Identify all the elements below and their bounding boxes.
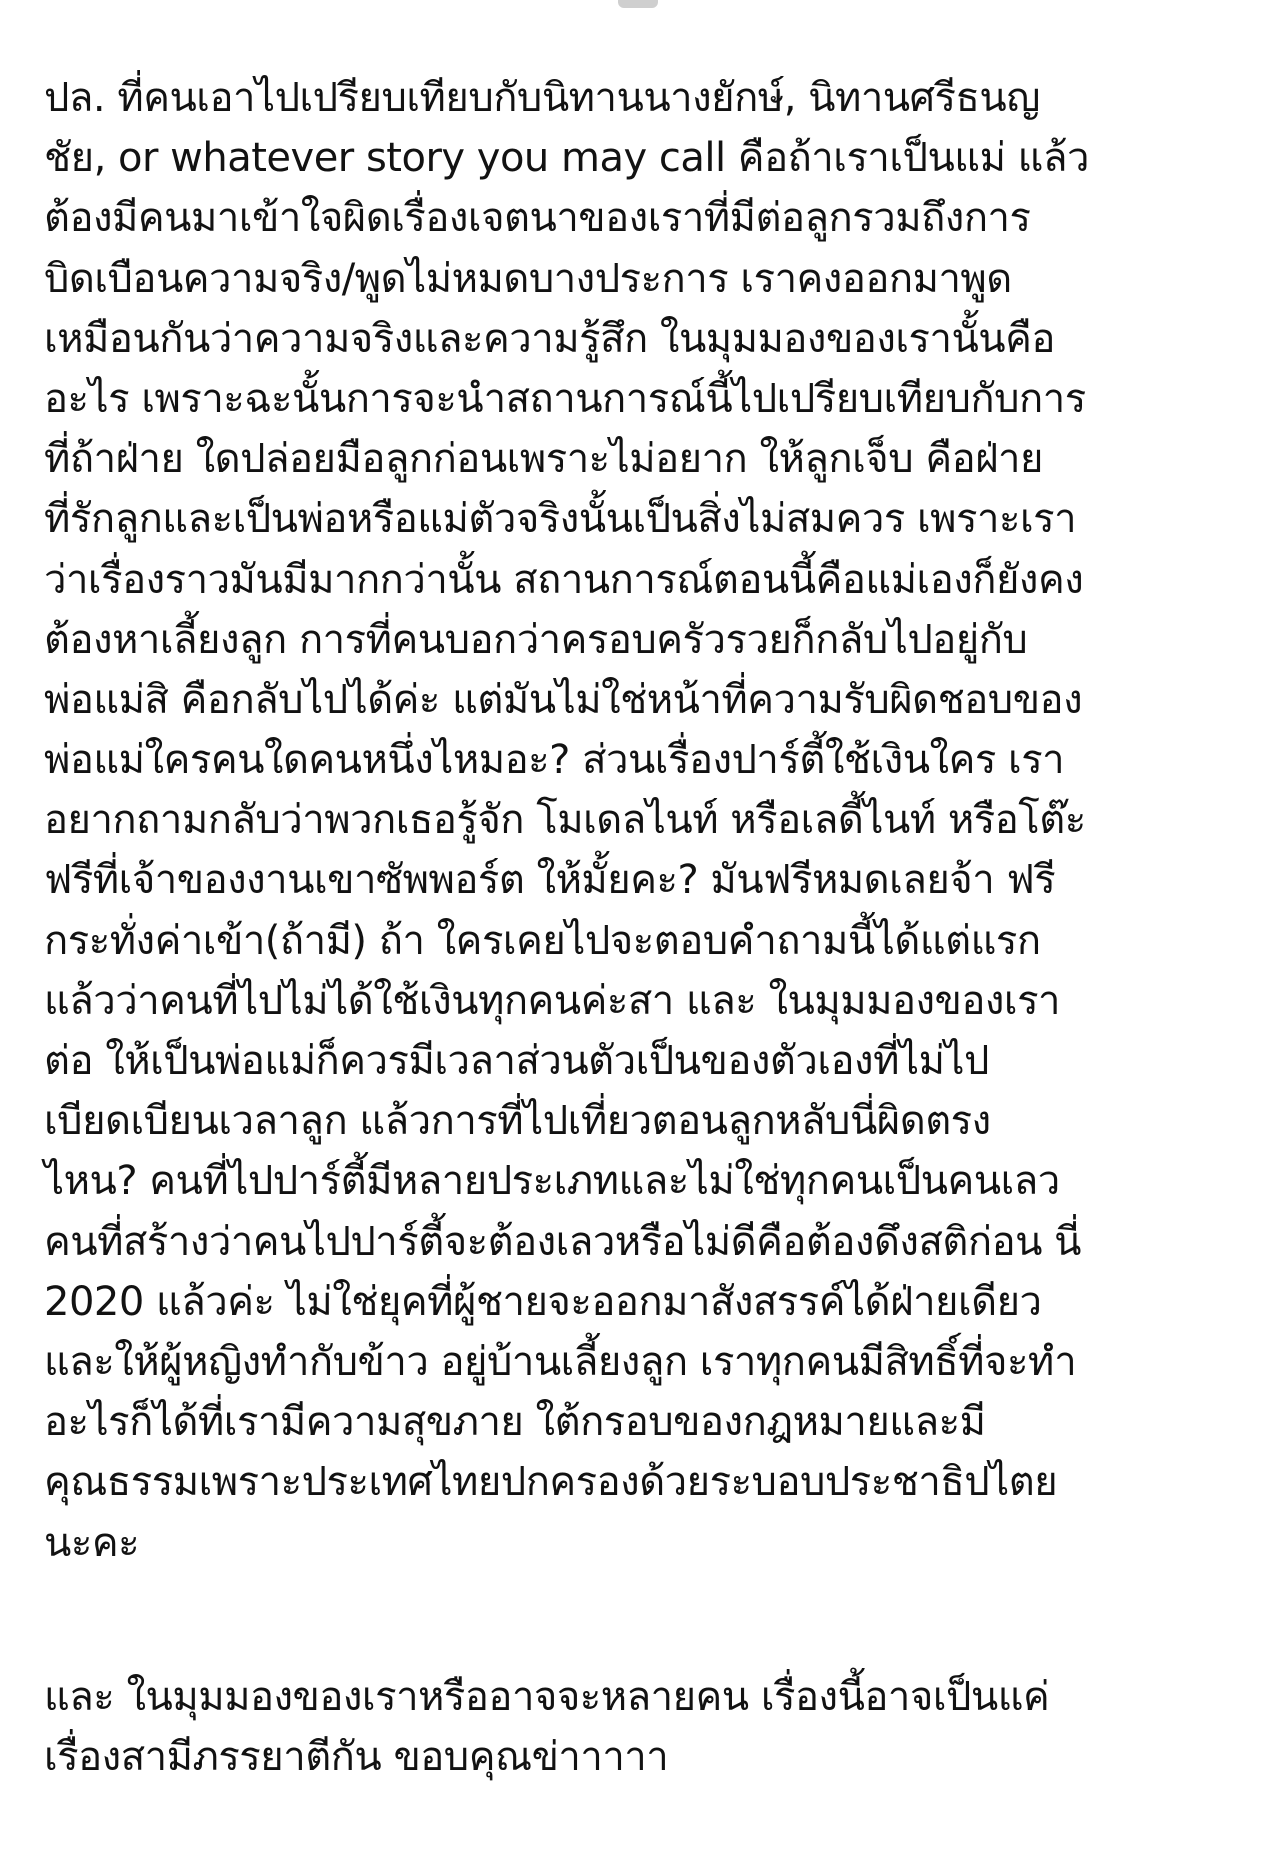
text-line: ต้องมีคนมาเข้าใจผิดเรื่องเจตนาของเราที่มีต่อลูกรวมถึงการ	[44, 195, 1031, 242]
text-line: ต่อ ให้เป็นพ่อแม่ก็ควรมีเวลาส่วนตัวเป็นของตัวเองที่ไม่ไป	[44, 1038, 989, 1084]
text-line: แล้วว่าคนที่ไปไม่ได้ใช้เงินทุกคนค่ะสา และ ในมุมมองของเรา	[44, 977, 1061, 1024]
text-line: นะคะ	[44, 1519, 140, 1566]
paragraph-spacer	[44, 1573, 1244, 1667]
text-line: ว่าเรื่องราวมันมีมากกว่านั้น สถานการณ์ตอนนี้คือแม่เองก็ยังคง	[44, 556, 1084, 603]
text-line: บิดเบือนความจริง/พูดไม่หมดบางประการ เราคงออกมาพูด	[44, 255, 1012, 302]
paragraph-1	[44, 68, 1244, 1573]
text-line: พ่อแม่สิ คือกลับไปได้ค่ะ แต่มันไม่ใช่หน้าที่ความรับผิดชอบของ	[44, 676, 1083, 723]
text-line: ฟรีที่เจ้าของงานเขาซัพพอร์ต ให้มั้ยคะ? มันฟรีหมดเลยจ้า ฟรี	[44, 857, 1056, 904]
text-line: เหมือนกันว่าความจริงและความรู้สึก ในมุมมองของเรานั้นคือ	[44, 315, 1055, 362]
text-line: อยากถามกลับว่าพวกเธอรู้จัก โมเดลไนท์ หรือเลดี้ไนท์ หรือโต๊ะ	[44, 797, 1086, 844]
text-line: เบียดเบียนเวลาลูก แล้วการที่ไปเที่ยวตอนลูกหลับนี่ผิดตรง	[44, 1098, 991, 1145]
text-line: เรื่องสามีภรรยาตีกัน ขอบคุณข่าาาาา	[44, 1733, 669, 1780]
text-line: อะไร เพราะฉะนั้นการจะนำสถานการณ์นี้ไปเปรียบเทียบกับการ	[44, 375, 1086, 422]
post-text	[44, 68, 1244, 1787]
text-line: พ่อแม่ใครคนใดคนหนึ่งไหมอะ? ส่วนเรื่องปาร์ตี้ใช้เงินใคร เรา	[44, 737, 1065, 784]
paragraph-2	[44, 1667, 1244, 1787]
text-line: ที่รักลูกและเป็นพ่อหรือแม่ตัวจริงนั้นเป็นสิ่งไม่สมควร เพราะเรา	[44, 496, 1077, 543]
text-line: ปล. ที่คนเอาไปเปรียบเทียบกับนิทานนางยักษ์, นิทานศรีธนญ	[44, 75, 1040, 121]
text-line: และให้ผู้หญิงทำกับข้าว อยู่บ้านเลี้ยงลูก เราทุกคนมีสิทธิ์ที่จะทำ	[44, 1338, 1077, 1385]
text-line: อะไรก็ได้ที่เรามีความสุขภาย ใต้กรอบของกฎหมายและมี	[44, 1399, 986, 1446]
text-line: และ ในมุมมองของเราหรืออาจจะหลายคน เรื่องนี้อาจเป็นแค่	[44, 1673, 1050, 1720]
text-line: 2020 แล้วค่ะ ไม่ใช่ยุคที่ผู้ชายจะออกมาสังสรรค์ได้ฝ่ายเดียว	[44, 1278, 1042, 1325]
text-line: ชัย, or whatever story you may call คือถ้าเราเป็นแม่ แล้ว	[44, 135, 1089, 182]
text-line: ที่ถ้าฝ่าย ใดปล่อยมือลูกก่อนเพราะไม่อยาก ให้ลูกเจ็บ คือฝ่าย	[44, 436, 1043, 483]
text-line: ต้องหาเลี้ยงลูก การที่คนบอกว่าครอบครัวรวยก็กลับไปอยู่กับ	[44, 616, 1028, 663]
text-line: กระทั่งค่าเข้า(ถ้ามี) ถ้า ใครเคยไปจะตอบคำถามนี้ได้แต่แรก	[44, 917, 1041, 964]
text-line: คุณธรรมเพราะประเทศไทยปกครองด้วยระบอบประชาธิปไตย	[44, 1459, 1058, 1506]
top-edge-indicator	[618, 0, 658, 8]
text-line: ไหน? คนที่ไปปาร์ตี้มีหลายประเภทและไม่ใช่ทุกคนเป็นคนเลว	[44, 1158, 1060, 1205]
text-line: คนที่สร้างว่าคนไปปาร์ตี้จะต้องเลวหรือไม่ดีคือต้องดึงสติก่อน นี่	[44, 1218, 1081, 1265]
